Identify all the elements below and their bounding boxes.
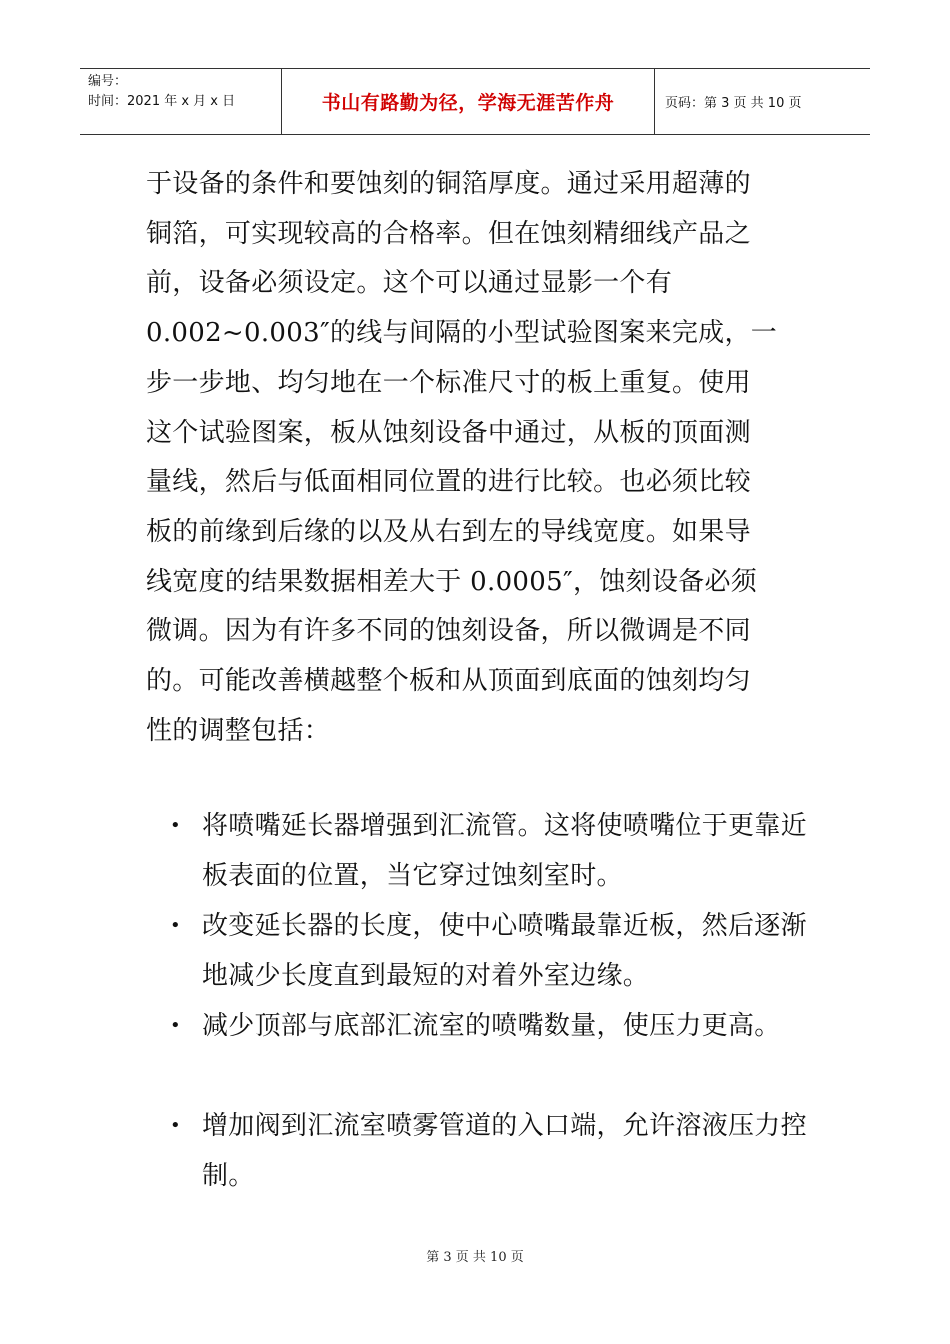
bullet-icon: • — [170, 915, 181, 937]
body-paragraph — [146, 160, 826, 756]
page-footer: 第 3 页 共 10 页 — [426, 1250, 524, 1265]
paragraph-line: 板的前缘到后缘的以及从右到左的导线宽度。如果导 — [146, 516, 751, 547]
list-item — [146, 801, 832, 901]
header-page-info: 页码：第 3 页 共 10 页 — [665, 96, 802, 111]
paragraph-line: 这个试验图案，板从蚀刻设备中通过，从板的顶面测 — [146, 417, 751, 448]
number-label: 编号： — [88, 74, 128, 89]
paragraph-line: 0.002~0.003″的线与间隔的小型试验图案来完成，一 — [146, 318, 778, 349]
list-item — [146, 901, 832, 1001]
adjustment-list — [146, 801, 826, 1201]
list-item-text: 减少顶部与底部汇流室的喷嘴数量，使压力更高。 — [202, 1011, 781, 1042]
header-meta — [80, 69, 282, 134]
list-item-text: 将喷嘴延长器增强到汇流管。这将使喷嘴位于更靠近板表面的位置，当它穿过蚀刻室时。 — [202, 811, 807, 892]
paragraph-line: 的。可能改善横越整个板和从顶面到底面的蚀刻均匀 — [146, 666, 751, 697]
paragraph-line: 微调。因为有许多不同的蚀刻设备，所以微调是不同 — [146, 616, 751, 647]
paragraph-line: 于设备的条件和要蚀刻的铜箔厚度。通过采用超薄的 — [146, 169, 751, 199]
paragraph-line: 铜箔，可实现较高的合格率。但在蚀刻精细线产品之 — [146, 218, 751, 249]
bullet-icon: • — [170, 815, 181, 837]
bullet-icon: • — [170, 1115, 181, 1137]
paragraph-line: 性的调整包括： — [146, 715, 331, 746]
header-motto: 书山有路勤为径，学海无涯苦作舟 — [282, 69, 655, 134]
paragraph-line: 步一步地、均匀地在一个标准尺寸的板上重复。使用 — [146, 367, 751, 398]
list-item — [146, 1101, 832, 1201]
list-item — [146, 1001, 882, 1051]
document-body — [146, 160, 826, 1201]
paragraph-line: 前，设备必须设定。这个可以通过显影一个有 — [146, 268, 673, 299]
list-item-text: 增加阀到汇流室喷雾管道的入口端，允许溶液压力控制。 — [202, 1111, 807, 1192]
paragraph-line: 量线，然后与低面相同位置的进行比较。也必须比较 — [146, 467, 751, 498]
paragraph-line: 线宽度的结果数据相差大于 0.0005″，蚀刻设备必须 — [146, 566, 758, 597]
bullet-icon: • — [170, 1015, 181, 1037]
time-label: 时间：2021 年 x 月 x 日 — [88, 94, 236, 109]
page-header — [80, 68, 870, 135]
list-item-text: 改变延长器的长度，使中心喷嘴最靠近板，然后逐渐地减少长度直到最短的对着外室边缘。 — [202, 911, 807, 992]
